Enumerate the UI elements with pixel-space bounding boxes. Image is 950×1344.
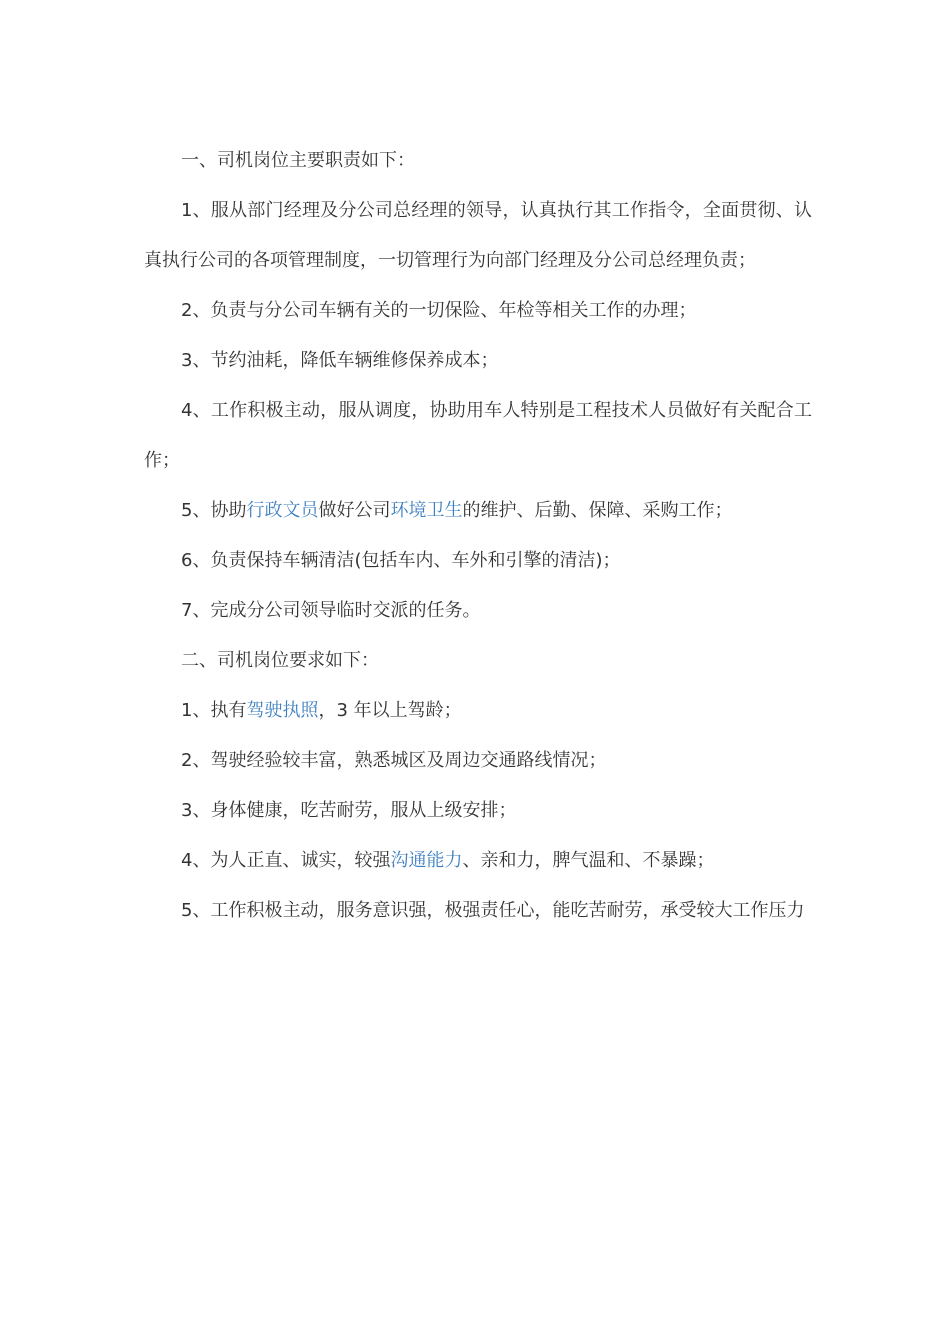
link-driving-license[interactable]: 驾驶执照 — [246, 700, 319, 721]
duty-item-5 — [144, 486, 812, 536]
duty-item-1: 1、服从部门经理及分公司总经理的领导，认真执行其工作指令，全面贯彻、认真执行公司的各项管理制度，一切管理行为向部门经理及分公司总经理负责； — [144, 200, 812, 271]
section-heading-duties: 一、司机岗位主要职责如下： — [181, 150, 415, 171]
duty-item-5-mid: 做好公司 — [318, 500, 391, 521]
duty-item-5-pre: 5、协助 — [181, 500, 247, 521]
requirement-item-1-post: ，3 年以上驾龄； — [318, 700, 462, 721]
duty-item-2: 2、负责与分公司车辆有关的一切保险、年检等相关工作的办理； — [181, 300, 697, 321]
section-heading-requirements: 二、司机岗位要求如下： — [181, 650, 379, 671]
requirement-item-1-pre: 1、执有 — [181, 700, 247, 721]
link-environmental-hygiene[interactable]: 环境卫生 — [390, 500, 463, 521]
requirement-item-2: 2、驾驶经验较丰富，熟悉城区及周边交通路线情况； — [181, 750, 607, 771]
link-admin-clerk[interactable]: 行政文员 — [246, 500, 319, 521]
link-communication-skills[interactable]: 沟通能力 — [390, 850, 463, 871]
document-body — [144, 136, 812, 936]
requirement-item-3: 3、身体健康，吃苦耐劳，服从上级安排； — [181, 800, 517, 821]
duty-item-5-post: 的维护、后勤、保障、采购工作； — [462, 500, 733, 521]
requirement-item-4-post: 、亲和力，脾气温和、不暴躁； — [462, 850, 715, 871]
requirement-item-4-pre: 4、为人正直、诚实，较强 — [181, 850, 391, 871]
requirement-item-1 — [144, 686, 812, 736]
duty-item-3: 3、节约油耗，降低车辆维修保养成本； — [181, 350, 499, 371]
duty-item-6: 6、负责保持车辆清洁(包括车内、车外和引擎的清洁)； — [181, 550, 621, 571]
duty-item-7: 7、完成分公司领导临时交派的任务。 — [181, 600, 481, 621]
requirement-item-5: 5、工作积极主动，服务意识强，极强责任心，能吃苦耐劳，承受较大工作压力 — [181, 900, 805, 921]
requirement-item-4 — [144, 836, 812, 886]
duty-item-4: 4、工作积极主动，服从调度，协助用车人特别是工程技术人员做好有关配合工作； — [144, 400, 812, 471]
